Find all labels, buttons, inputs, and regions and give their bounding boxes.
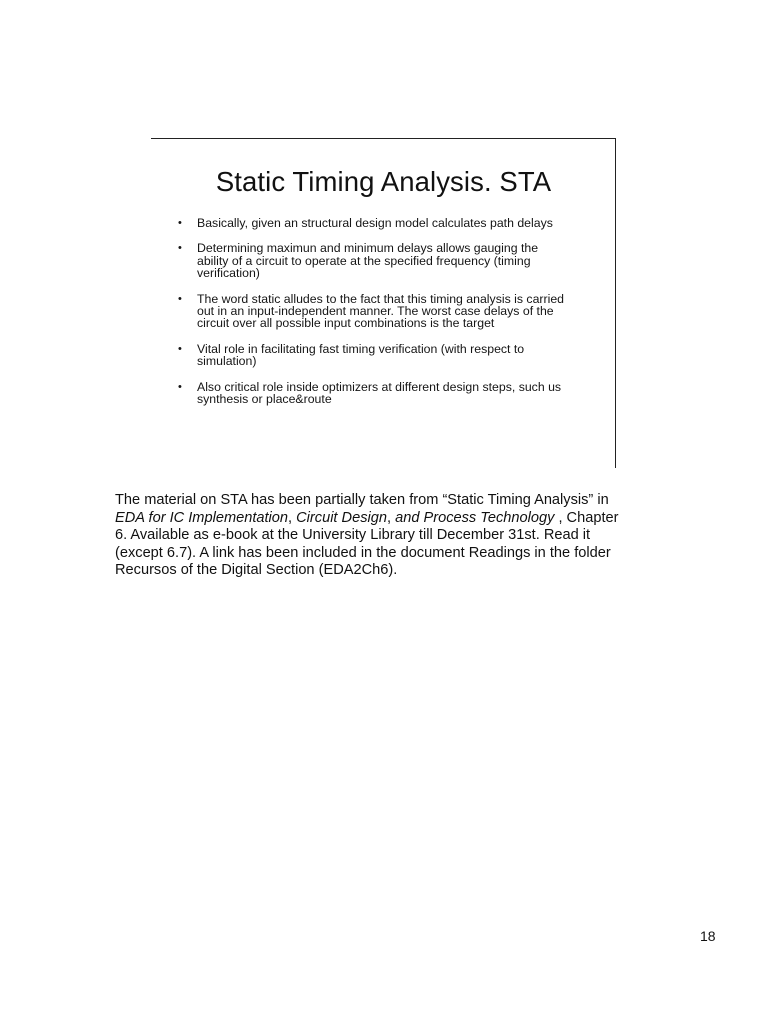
note-line: 6. Available as e-book at the University Library till December 31st. Read it [115, 527, 591, 544]
bullet-text-line: out in an input-independent manner. The worst case delays of the [197, 304, 554, 319]
bullet-item [178, 343, 588, 368]
note-line: The material on STA has been partially taken from “Static Timing Analysis” in [115, 492, 609, 508]
note-line: Recursos of the Digital Section (EDA2Ch6). [115, 562, 398, 579]
bullet-text-line: circuit over all possible input combinations is the target [197, 316, 495, 331]
bullet-text-line: Determining maximun and minimum delays allows gauging the [197, 241, 539, 256]
book-title-part: Circuit Design [296, 509, 387, 526]
bullet-marker: • [178, 217, 182, 229]
bullet-text-line: Also critical role inside optimizers at different design steps, such us [197, 379, 562, 394]
bullet-marker: • [178, 242, 182, 255]
bullet-item [178, 293, 588, 330]
bullet-text-line: ability of a circuit to operate at the specified frequency (timing [197, 253, 531, 268]
book-title-part: and Process Technology [395, 509, 555, 526]
bullet-marker: • [178, 292, 182, 305]
slide-title: Static Timing Analysis. STA [215, 166, 552, 197]
bullet-text-line: synthesis or place&route [197, 392, 332, 407]
bullet-marker: • [178, 342, 182, 355]
bullet-text-line: simulation) [197, 354, 257, 369]
slide-bullet-list [178, 217, 588, 418]
note-separator: , [288, 509, 297, 526]
bullet-item [178, 217, 588, 229]
page-number: 18 [700, 928, 716, 944]
note-separator: , [386, 509, 396, 526]
bullet-item [178, 242, 588, 279]
note-line: (except 6.7). A link has been included in the document Readings in the folder [115, 544, 611, 561]
slide-frame [151, 138, 616, 468]
bullet-text-line: Vital role in facilitating fast timing verification (with respect to [197, 341, 525, 356]
bullet-text-line: The word static alludes to the fact that this timing analysis is carried [197, 291, 565, 306]
notes-paragraph [115, 492, 660, 580]
bullet-text-line: Basically, given an structural design model calculates path delays [197, 216, 553, 230]
bullet-marker: • [178, 380, 182, 393]
bullet-text-line: verification) [197, 266, 260, 281]
note-chapter-text: , Chapter [554, 509, 619, 526]
bullet-item [178, 381, 588, 406]
book-title-part: EDA for IC Implementation [115, 509, 289, 526]
